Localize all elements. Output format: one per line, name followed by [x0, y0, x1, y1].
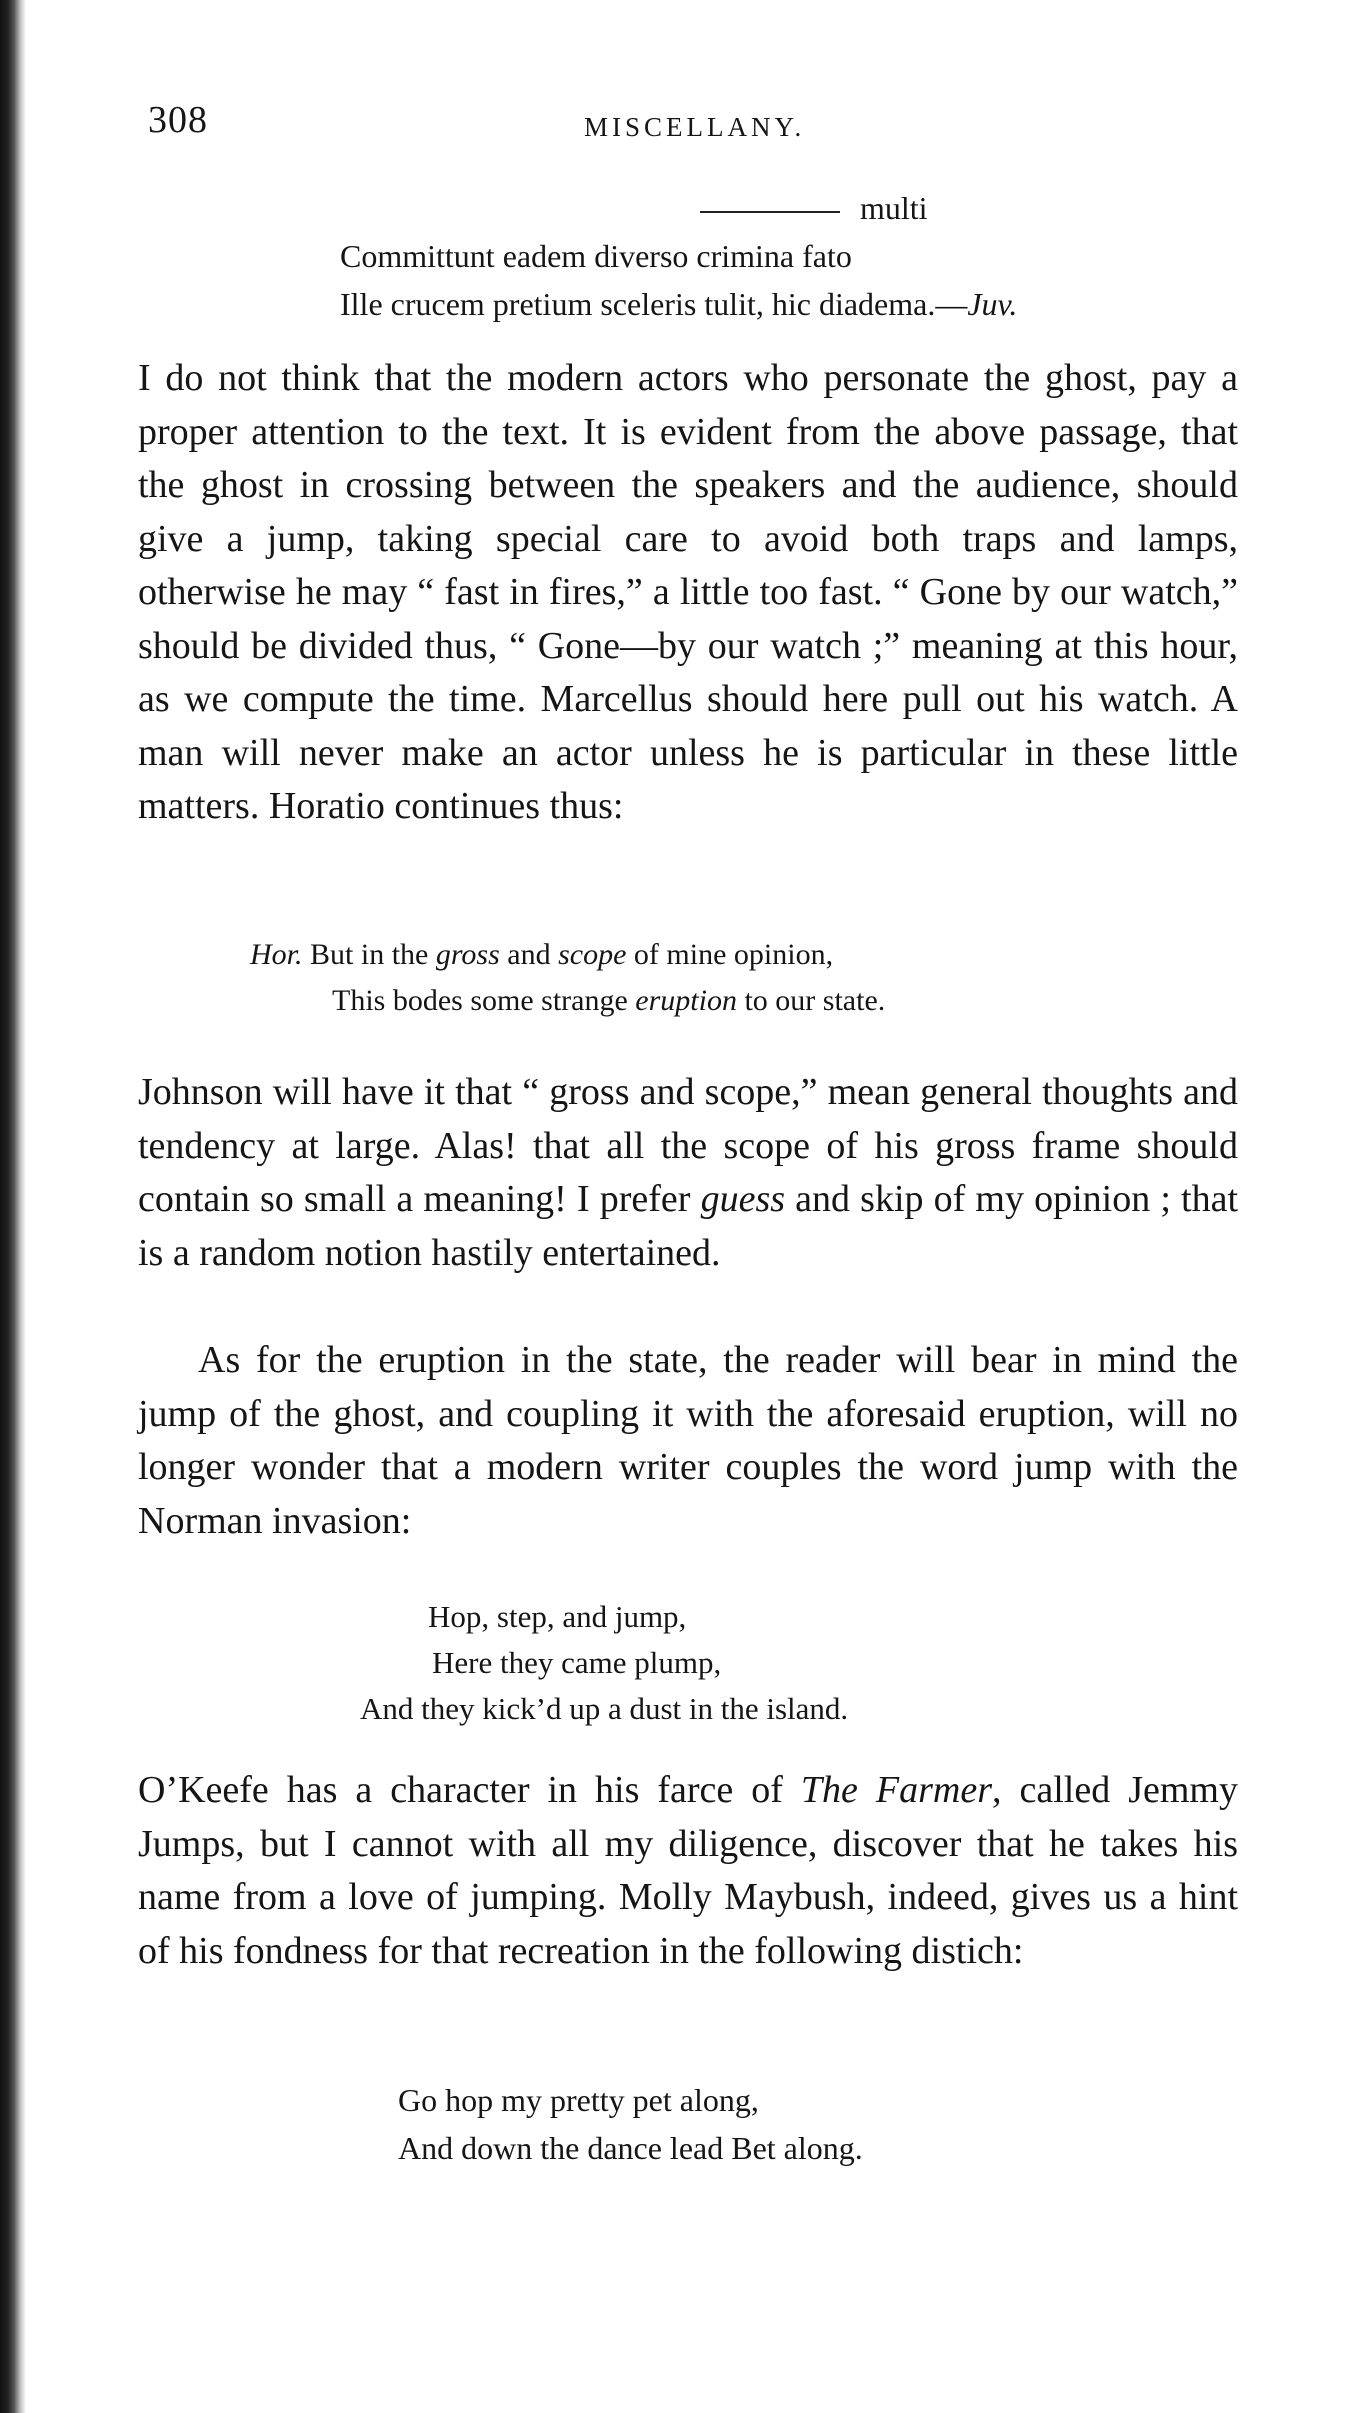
- verse-hop-line-2: Here they came plump,: [432, 1645, 722, 1680]
- verse-hop-line-1: Hop, step, and jump,: [428, 1599, 687, 1634]
- paragraph-2: Johnson will have it that “ gross and scope,” mean general thoughts and tendency at large. Alas! that all the scope of his gross frame should contain so small a meaning! I prefer guess and skip of my opinion ; that is a random notion hastily entertained.: [138, 1071, 1239, 1274]
- page-number: 308: [148, 99, 208, 141]
- verse-hop-line-3: And they kick’d up a dust in the island.: [360, 1691, 849, 1726]
- verse-horatio-line-1: Hor. But in the gross and scope of mine opinion,: [250, 938, 834, 971]
- running-head: MISCELLANY.: [584, 112, 806, 142]
- epigraph-line-1: multi: [340, 184, 1220, 232]
- verse-hop-step-jump: [360, 1594, 848, 1732]
- speaker-label: Hor.: [250, 938, 303, 971]
- verse-horatio: [250, 932, 885, 1024]
- epigraph-line-3: Ille crucem pretium sceleris tulit, hic diadema.—Juv.: [340, 286, 1018, 322]
- paragraph-4: O’Keefe has a character in his farce of The Farmer, called Jemmy Jumps, but I cannot with all my diligence, discover that he takes his name from a love of jumping. Molly Maybush, indeed, gives us a hint of his fondness for that recreation in the following distich:: [138, 1769, 1238, 1972]
- epigraph-dash-rule: [700, 211, 840, 213]
- epigraph-line-2: Committunt eadem diverso crimina fato: [340, 238, 852, 274]
- verse-distich-line-1: Go hop my pretty pet along,: [398, 2082, 759, 2118]
- verse-distich-line-2: And down the dance lead Bet along.: [398, 2130, 863, 2166]
- paragraph-3: As for the eruption in the state, the reader will bear in mind the jump of the ghost, and coupling it with the aforesaid eruption, will no longer wonder that a modern writer couples the word jump with the Norman invasion:: [138, 1339, 1238, 1542]
- play-title: The Farmer: [800, 1769, 993, 1811]
- epigraph: [340, 184, 1220, 328]
- page-header: [148, 98, 1238, 148]
- verse-distich: [398, 2076, 863, 2172]
- epigraph-attribution: Juv.: [967, 286, 1018, 322]
- verse-horatio-line-2: This bodes some strange eruption to our state.: [332, 984, 886, 1017]
- paragraph-1: I do not think that the modern actors who personate the ghost, pay a proper attention to the text. It is evident from the above passage, that the ghost in crossing between the speakers and the audience, should give a jump, taking special care to avoid both traps and lamps, otherwise he may “ fast in fires,” a little too fast. “ Gone by our watch,” should be divided thus, “ Gone—by our watch ;” meaning at this hour, as we compute the time. Marcellus should here pull out his watch. A man will never make an actor unless he is particular in these little matters. Horatio continues thus:: [138, 357, 1238, 827]
